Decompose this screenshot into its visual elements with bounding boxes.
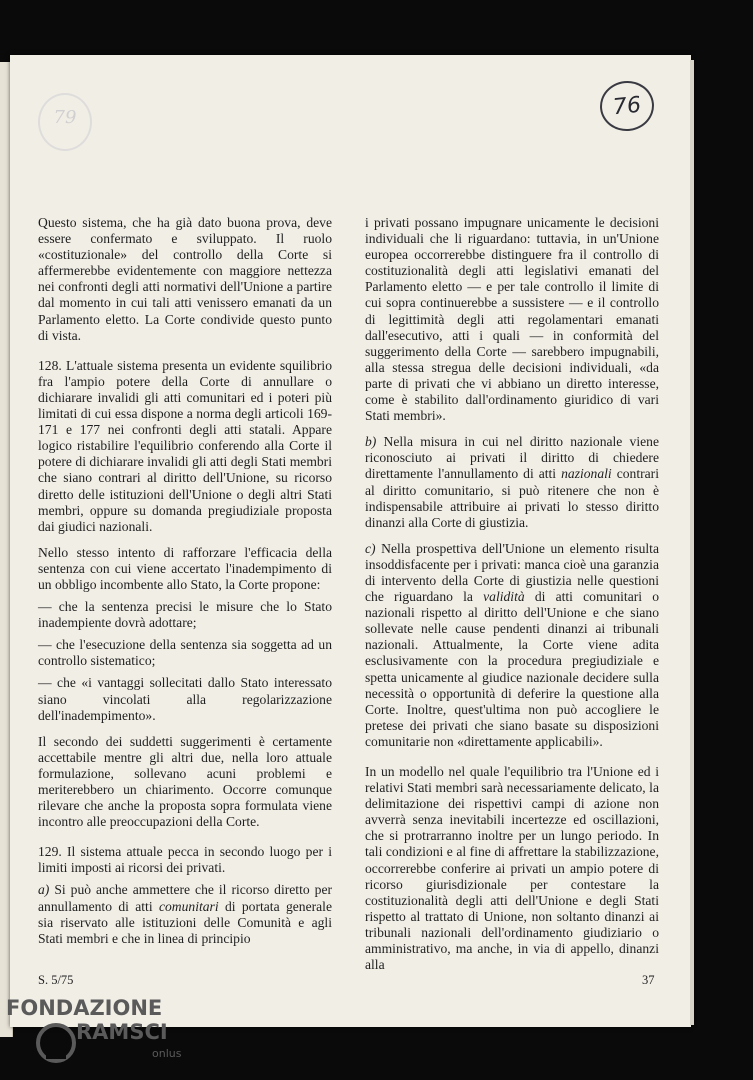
watermark-line3: onlus <box>152 1047 182 1060</box>
paragraph-128: 128. L'attuale sistema presenta un evidente squilibrio fra l'ampio potere della Corte di annullare o dichiarare invalidi gli atti comunitari ed i poteri più limitati di cui essa dispone a norma degli articoli 169-171 e 177 nei confronti degli atti statali. Appare logico ristabilire l'equilibrio conferendo alla Corte il potere di dichiarare invalidi gli atti degli Stati membri che siano contrari al diritto dell'Unione, su ricorso diretto delle istituzioni dell'Unione o degli altri Stati membri, oppure su domanda pregiudiziale proposta dai giudici nazionali. <box>38 357 332 534</box>
paragraph-intro: Questo sistema, che ha già dato buona prova, deve essere confermato e sviluppato. Il ruolo «costituzionale» del controllo della Corte si affermerebbe evidentemente con maggiore nettezza nei confronti degli atti normativi dell'Unione a partire dal momento in cui tali atti venissero emanati da un Parlamento eletto. La Corte condivide questo punto di vista. <box>38 215 332 343</box>
paragraph-union-model: In un modello nel quale l'equilibrio tra l'Unione ed i relativi Stati membri sarà necessariamente delicato, la delimitazione dei rispettivi campi di azione non avverrà senza inevitabili incertezze ed oscillazioni, che si protrarranno inoltre per un lungo periodo. In tali condizioni e al fine di affrettare la stabilizzazione, occorrerebbe conferire ai privati un ampio potere di ricorso giurisdizionale per contestare la costituzionalità degli atti dell'Unione e degli Stati rispetto al trattato di Unione, non soltanto dinanzi ai tribunali nazionali dell'ordinamento giudiziario o amministrativo, ma anche, in via di appello, dinanzi alla <box>365 764 659 973</box>
paragraph-court-proposal: Nello stesso intento di rafforzare l'efficacia della sentenza con cui viene accertato l'inadempimento di un obbligo incombente allo Stato, la Corte propone: <box>38 544 332 592</box>
item-a-emphasis: comunitari <box>158 898 219 914</box>
faint-pencil-number-text: 79 <box>53 107 77 128</box>
handwritten-folio-number <box>598 78 657 133</box>
document-reference: S. 5/75 <box>38 973 74 987</box>
watermark-line1: FONDAZIONE <box>6 996 163 1020</box>
document-page <box>10 55 691 1027</box>
item-a: a) Si può anche ammettere che il ricorso diretto per annullamento di atti comunitari di portata generale sia riservato alle istituzioni delle Comunità e agli Stati membri e che in linea di principio <box>38 882 333 946</box>
folio-number-text: 76 <box>611 92 643 120</box>
faint-pencil-number <box>38 93 92 151</box>
paragraph-continuation: i privati possano impugnare unicamente le decisioni individuali che li riguardano: tuttavia, in un'Unione europea occorrerebbe distinguere fra il controllo di costituzionalità degli atti legislativi emanati del Parlamento eletto — e per tale controllo il limite di cui sopra continuerebbe a sussistere — e il controllo di legittimità degli atti regolamentari emanati dall'esecutivo, atti i quali — in conformità del suggerimento della Corte — sarebbero impugnabili, alla stessa stregua delle decisioni individuali, «da parte di privati che vi abbiano un diretto interesse, come è stabilito dall'ordinamento giuridico di vari Stati membri». <box>365 215 659 424</box>
watermark-logo <box>6 995 206 1080</box>
paragraph-129: 129. Il sistema attuale pecca in secondo luogo per i limiti imposti ai ricorsi dei privati. <box>38 844 332 876</box>
item-c: c) Nella prospettiva dell'Unione un elemento risulta insoddisfacente per i privati: manca cioè una garanzia di intervento della Corte di giustizia nelle questioni che riguardano la validità di atti comunitari o nazionali rispetto al diritto dell'Unione e che siano sollevate nelle cause pendenti dinanzi ai tribunali nazionali. Attualmente, la Corte viene adita esclusivamente con la procedura pregiudiziale e spetta unicamente al giudice nazionale decidere sulla necessità o opportunità di deferire la questione alla Corte. Inoltre, quest'ultima non può accogliere le pretese dei privati che siano basate su disposizioni comunitarie non «direttamente applicabili». <box>365 540 659 749</box>
watermark-line2: RAMSCI <box>76 1020 168 1044</box>
left-text-column <box>38 215 332 957</box>
item-a-label: a) <box>38 882 50 898</box>
item-b-emphasis: nazionali <box>561 466 612 482</box>
paragraph-suggestions: Il secondo dei suddetti suggerimenti è certamente accettabile mentre gli altri due, nella loro attuale formulazione, sollevano acuni problemi e meriterebbero un chiarimento. Occorre comunque rilevare che anche la proposta sopra formulata viene incontro alle preoccupazioni della Corte. <box>38 733 332 830</box>
dash-item-measures: — che la sentenza precisi le misure che lo Stato inadempiente dovrà adottare; <box>38 599 332 631</box>
item-b: b) Nella misura in cui nel diritto nazionale viene riconosciuto ai privati il diritto di chiedere direttamente l'annullamento di atti nazionali contrari al diritto comunitario, si può ritenere che non è indispensabile attribuire ai privati lo stesso diritto dinanzi alla Corte di giustizia. <box>365 434 659 530</box>
dash-item-execution: — che l'esecuzione della sentenza sia soggetta ad un controllo sistematico; <box>38 637 332 669</box>
page-right-edge <box>690 60 694 1025</box>
dash-item-advantages: — che «i vantaggi sollecitati dallo Stato interessato siano vincolati alla regolarizzazione dell'inadempimento». <box>38 675 332 723</box>
item-c-emphasis: validità <box>483 589 525 605</box>
item-c-label: c) <box>365 540 376 556</box>
page-number: 37 <box>642 973 655 987</box>
right-text-column <box>365 215 659 983</box>
item-b-label: b) <box>365 434 377 450</box>
archive-watermark <box>6 995 206 1080</box>
